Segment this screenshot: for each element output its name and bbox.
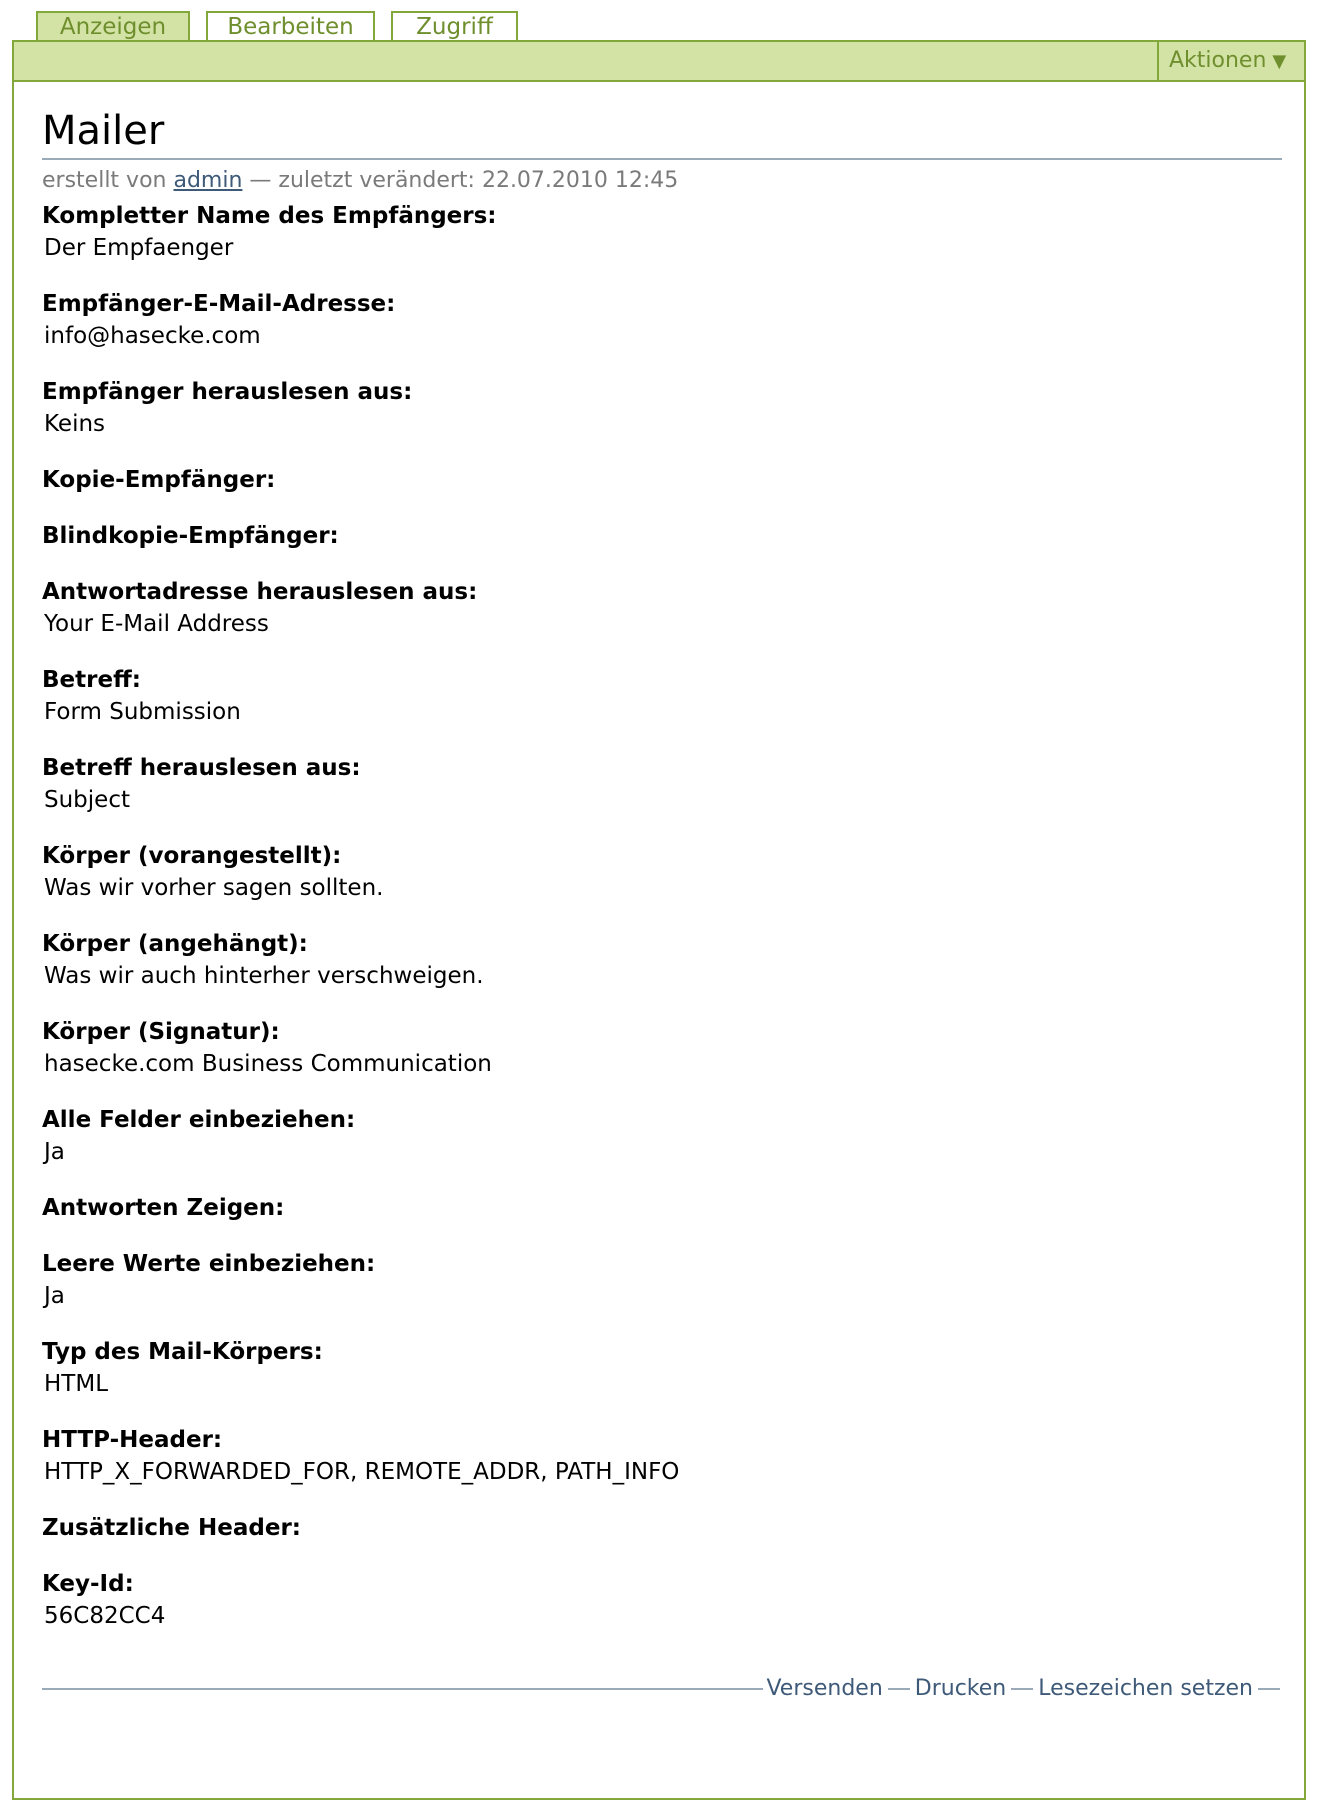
field-bcc-recipients bbox=[42, 520, 1282, 552]
field-label: Kopie-Empfänger: bbox=[42, 467, 276, 493]
field-include-all-fields bbox=[42, 1104, 1282, 1168]
page-title: Mailer bbox=[42, 106, 1282, 160]
field-value: info@hasecke.com bbox=[44, 323, 261, 349]
field-value: Ja bbox=[44, 1283, 65, 1309]
print-link[interactable]: Drucken bbox=[914, 1676, 1007, 1701]
field-value: hasecke.com Business Communication bbox=[44, 1051, 492, 1077]
field-label: Betreff herauslesen aus: bbox=[42, 755, 361, 781]
field-value: Was wir vorher sagen sollten. bbox=[44, 875, 384, 901]
field-value: Form Submission bbox=[44, 699, 241, 725]
field-replyto-override bbox=[42, 576, 1282, 640]
field-subject bbox=[42, 664, 1282, 728]
tab-zugriff[interactable]: Zugriff bbox=[391, 11, 518, 41]
bookmark-link[interactable]: Lesezeichen setzen bbox=[1038, 1676, 1253, 1701]
field-label: Zusätzliche Header: bbox=[42, 1515, 301, 1541]
separator bbox=[1011, 1688, 1033, 1690]
field-label: Typ des Mail-Körpers: bbox=[42, 1339, 323, 1365]
field-body-prepend bbox=[42, 840, 1282, 904]
field-value: Keins bbox=[44, 411, 106, 437]
field-label: Antwortadresse herauslesen aus: bbox=[42, 579, 478, 605]
field-label: Blindkopie-Empfänger: bbox=[42, 523, 339, 549]
field-recipient-email bbox=[42, 288, 1282, 352]
field-value: Your E-Mail Address bbox=[44, 611, 269, 637]
field-value: Der Empfaenger bbox=[44, 235, 234, 261]
field-subject-override bbox=[42, 752, 1282, 816]
field-additional-headers bbox=[42, 1512, 1282, 1544]
field-label: Alle Felder einbeziehen: bbox=[42, 1107, 356, 1133]
field-value: Was wir auch hinterher verschweigen. bbox=[44, 963, 484, 989]
field-http-headers bbox=[42, 1424, 1282, 1488]
field-label: Körper (angehängt): bbox=[42, 931, 308, 957]
document-byline bbox=[42, 166, 678, 196]
send-link[interactable]: Versenden bbox=[766, 1676, 883, 1701]
document-actions bbox=[42, 1674, 1282, 1704]
field-value: HTML bbox=[44, 1371, 109, 1397]
byline-modified: — zuletzt verändert: 22.07.2010 12:45 bbox=[249, 168, 679, 193]
author-link[interactable]: admin bbox=[173, 168, 243, 193]
field-body-signature bbox=[42, 1016, 1282, 1080]
field-label: Leere Werte einbeziehen: bbox=[42, 1251, 376, 1277]
field-body-append bbox=[42, 928, 1282, 992]
content-panel bbox=[12, 40, 1306, 1800]
field-value: Subject bbox=[44, 787, 130, 813]
field-label: HTTP-Header: bbox=[42, 1427, 223, 1453]
tab-anzeigen[interactable]: Anzeigen bbox=[36, 11, 190, 45]
field-label: Empfänger herauslesen aus: bbox=[42, 379, 413, 405]
field-cc-recipients bbox=[42, 464, 1282, 496]
document-actions-rule bbox=[42, 1688, 763, 1690]
field-value: HTTP_X_FORWARDED_FOR, REMOTE_ADDR, PATH_INFO bbox=[44, 1459, 680, 1485]
field-label: Körper (Signatur): bbox=[42, 1019, 280, 1045]
field-key-id bbox=[42, 1568, 1282, 1632]
actions-menu-label: Aktionen bbox=[1169, 48, 1267, 73]
tab-bearbeiten[interactable]: Bearbeiten bbox=[206, 11, 375, 41]
field-label: Antworten Zeigen: bbox=[42, 1195, 285, 1221]
separator bbox=[1258, 1688, 1280, 1690]
field-list bbox=[42, 200, 1282, 1656]
field-value: Ja bbox=[44, 1139, 65, 1165]
field-include-empty bbox=[42, 1248, 1282, 1312]
actions-menu-button[interactable] bbox=[1157, 42, 1304, 80]
field-label: Körper (vorangestellt): bbox=[42, 843, 342, 869]
field-value: 56C82CC4 bbox=[44, 1603, 166, 1629]
field-show-responses bbox=[42, 1192, 1282, 1224]
field-label: Kompletter Name des Empfängers: bbox=[42, 203, 497, 229]
byline-prefix: erstellt von bbox=[42, 168, 167, 193]
field-recipient-name bbox=[42, 200, 1282, 264]
field-label: Key-Id: bbox=[42, 1571, 134, 1597]
field-body-type bbox=[42, 1336, 1282, 1400]
triangle-down-icon: ▼ bbox=[1272, 51, 1287, 72]
separator bbox=[888, 1688, 910, 1690]
content-actions-bar bbox=[14, 42, 1304, 82]
field-recipient-override bbox=[42, 376, 1282, 440]
field-label: Betreff: bbox=[42, 667, 141, 693]
field-label: Empfänger-E-Mail-Adresse: bbox=[42, 291, 396, 317]
